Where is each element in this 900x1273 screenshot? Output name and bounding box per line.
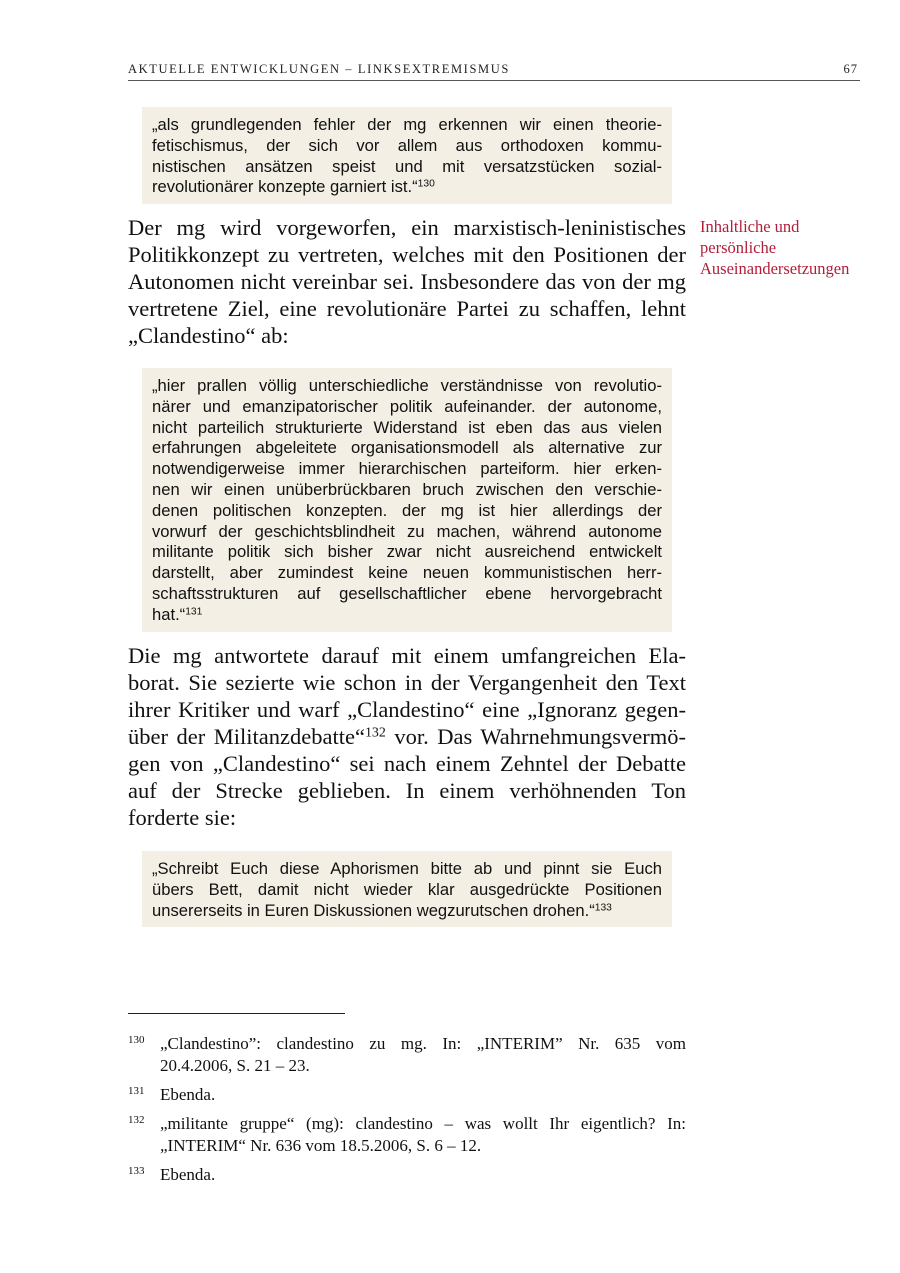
footnote-separator bbox=[128, 1013, 345, 1014]
text-line: nen wir einen unüberbrückbaren bruch zwischen den verschie- bbox=[152, 479, 662, 499]
footnote-reference: 133 bbox=[594, 901, 612, 913]
text-line: nicht parteilich strukturierte Widerstand ist eben das aus vielen bbox=[152, 417, 662, 437]
paragraph-1 bbox=[128, 214, 686, 349]
text-line: Autonomen nicht vereinbar sei. Insbesondere das von der mg bbox=[128, 269, 686, 294]
footnote-133 bbox=[128, 1164, 686, 1186]
margin-note-line: Auseinandersetzungen bbox=[700, 259, 850, 278]
header-title: AKTUELLE ENTWICKLUNGEN – LINKSEXTREMISMUS bbox=[128, 62, 510, 76]
footnote-number: 133 bbox=[128, 1165, 145, 1177]
block-quote-1 bbox=[142, 107, 672, 204]
text-line: Ebenda. bbox=[160, 1165, 216, 1184]
footnote-reference: 131 bbox=[185, 606, 203, 618]
text-line: revolutionärer konzepte garniert ist.“$^{130}$ bbox=[152, 177, 435, 197]
text-line: „als grundlegenden fehler der mg erkennen wir einen theorie- bbox=[152, 115, 662, 134]
text-line: „Clandestino“ ab: bbox=[128, 323, 289, 348]
footnote-130 bbox=[128, 1033, 686, 1077]
text-line: 20.4.2006, S. 21 – 23. bbox=[160, 1056, 310, 1075]
text-line: fetischismus, der sich vor allem aus orthodoxen kommu- bbox=[152, 135, 662, 155]
margin-note-line: Inhaltliche und bbox=[700, 217, 800, 236]
text-line: närer und emanzipatorischer politik aufeinander. der autonome, bbox=[152, 396, 662, 416]
footnote-text bbox=[160, 1033, 686, 1077]
text-line: militante politik sich bisher zwar nicht ausreichend entwickelt bbox=[152, 542, 662, 562]
text-line: Der mg wird vorgeworfen, ein marxistisch-leninistisches bbox=[128, 215, 686, 240]
text-line: „militante gruppe“ (mg): clandestino – was wollt Ihr eigentlich? In: bbox=[160, 1114, 686, 1133]
footnote-text bbox=[160, 1084, 686, 1106]
running-header bbox=[128, 62, 860, 81]
footnote-text bbox=[160, 1113, 686, 1157]
footnote-number: 131 bbox=[128, 1085, 145, 1097]
footnote-reference: 130 bbox=[417, 178, 435, 190]
text-line: schaftsstrukturen auf gesellschaftlicher ebene hervorgebracht bbox=[152, 583, 662, 603]
text-line: borat. Sie sezierte wie schon in der Vergangenheit den Text bbox=[128, 670, 686, 695]
text-line: notwendigerweise immer hierarchischen parteiform. hier erken- bbox=[152, 459, 662, 479]
text-line: Politikkonzept zu vertreten, welches mit den Positionen der bbox=[128, 242, 686, 267]
text-line: unsererseits in Euren Diskussionen wegzurutschen drohen.“$^{133}$ bbox=[152, 900, 612, 920]
text-line: Ebenda. bbox=[160, 1085, 216, 1104]
block-quote-3 bbox=[142, 851, 672, 927]
paragraph-2 bbox=[128, 642, 686, 831]
text-line: „Clandestino”: clandestino zu mg. In: „INTERIM” Nr. 635 vom bbox=[160, 1034, 686, 1053]
text-line: „Schreibt Euch diese Aphorismen bitte ab und pinnt sie Euch bbox=[152, 859, 662, 878]
margin-note-line: persönliche bbox=[700, 238, 777, 257]
text-line: nistischen ansätzen speist und mit versatzstücken sozial- bbox=[152, 156, 662, 176]
footnote-131 bbox=[128, 1084, 686, 1106]
page-number: 67 bbox=[843, 62, 858, 76]
text-line: vorwurf der geschichtsblindheit zu machen, während autonome bbox=[152, 521, 662, 541]
text-line: „INTERIM“ Nr. 636 vom 18.5.2006, S. 6 – 12. bbox=[160, 1136, 482, 1155]
text-line: denen politischen konzepten. der mg ist hier allerdings der bbox=[152, 500, 662, 520]
text-line: hat.“$^{131}$ bbox=[152, 604, 203, 624]
margin-note bbox=[700, 216, 849, 279]
footnote-number: 132 bbox=[128, 1114, 145, 1126]
footnote-reference: 132 bbox=[364, 725, 386, 741]
text-line: „hier prallen völlig unterschiedliche verständnisse von revolutio- bbox=[152, 376, 662, 395]
text-line: übers Bett, damit nicht wieder klar ausgedrückte Positionen bbox=[152, 879, 662, 899]
text-line: vertretene Ziel, eine revolutionäre Partei zu schaffen, lehnt bbox=[128, 296, 686, 321]
footnote-number: 130 bbox=[128, 1034, 145, 1046]
text-line: darstellt, aber zumindest keine neuen kommunistischen herr- bbox=[152, 563, 662, 583]
text-line: auf der Strecke geblieben. In einem verhöhnenden Ton bbox=[128, 778, 686, 803]
text-line: ihrer Kritiker und warf „Clandestino“ eine „Ignoranz gegen- bbox=[128, 697, 686, 722]
text-line: erfahrungen abgeleitete organisationsmodell als alternative zur bbox=[152, 438, 662, 458]
footnote-132 bbox=[128, 1113, 686, 1157]
text-line: Die mg antwortete darauf mit einem umfangreichen Ela- bbox=[128, 643, 686, 668]
text-line: forderte sie: bbox=[128, 805, 237, 830]
footnote-text bbox=[160, 1164, 686, 1186]
block-quote-2 bbox=[142, 368, 672, 632]
text-line: über der Militanzdebatte“$^{132}$ vor. Das Wahrnehmungsvermö- bbox=[128, 724, 686, 749]
text-line: gen von „Clandestino“ sei nach einem Zehntel der Debatte bbox=[128, 751, 686, 776]
